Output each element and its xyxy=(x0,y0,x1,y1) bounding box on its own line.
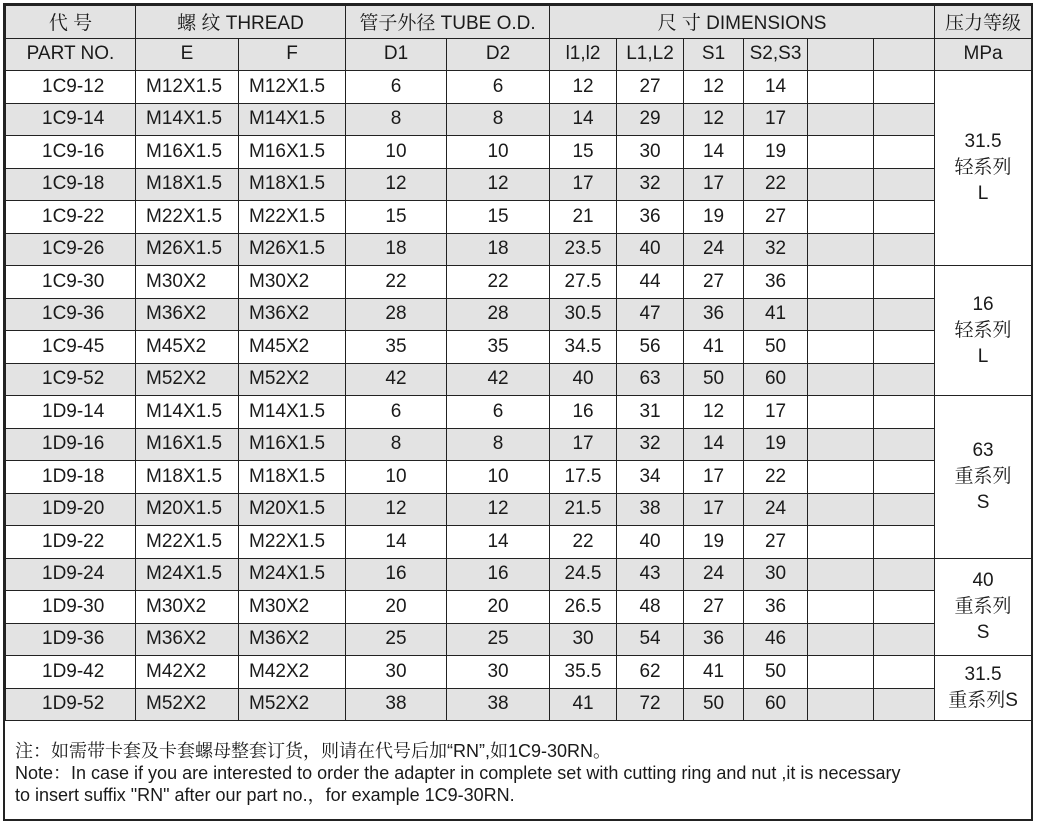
cell-s2s3: 36 xyxy=(744,591,808,624)
cell-code: 1D9-16 xyxy=(6,428,136,461)
cell-l1l2: 27.5 xyxy=(550,266,617,299)
cell-d1: 18 xyxy=(346,233,447,266)
cell-d1: 8 xyxy=(346,103,447,136)
cell-f: M45X2 xyxy=(239,331,346,364)
cell-e: M14X1.5 xyxy=(136,103,239,136)
cell-s1: 41 xyxy=(684,331,744,364)
cell-l1l2: 41 xyxy=(550,688,617,721)
cell-d2: 18 xyxy=(447,233,550,266)
cell-code: 1D9-14 xyxy=(6,396,136,429)
cell-l1l2: 35.5 xyxy=(550,656,617,689)
pressure-value: 40 xyxy=(972,569,994,591)
cell-l1l2: 22 xyxy=(550,526,617,559)
cell-L1L2: 62 xyxy=(617,656,684,689)
header-row-1 xyxy=(6,6,1032,39)
cell-d2: 25 xyxy=(447,623,550,656)
pressure-value: 31.5 xyxy=(964,131,1002,152)
cell-L1L2: 34 xyxy=(617,461,684,494)
cell-d1: 28 xyxy=(346,298,447,331)
cell-blank xyxy=(874,591,935,624)
pressure-rating xyxy=(935,396,1032,559)
cell-blank xyxy=(808,331,874,364)
cell-e: M30X2 xyxy=(136,591,239,624)
cell-s1: 50 xyxy=(684,688,744,721)
cell-l1l2: 15 xyxy=(550,136,617,169)
cell-s2s3: 19 xyxy=(744,136,808,169)
cell-blank xyxy=(874,136,935,169)
cell-d1: 38 xyxy=(346,688,447,721)
cell-d2: 12 xyxy=(447,168,550,201)
cell-e: M26X1.5 xyxy=(136,233,239,266)
cell-L1L2: 40 xyxy=(617,233,684,266)
cell-blank xyxy=(874,298,935,331)
cell-s1: 12 xyxy=(684,396,744,429)
cell-code: 1D9-52 xyxy=(6,688,136,721)
cell-d2: 6 xyxy=(447,396,550,429)
header-thread: 螺 纹 THREAD xyxy=(136,6,346,39)
cell-blank xyxy=(808,103,874,136)
cell-s2s3: 24 xyxy=(744,493,808,526)
cell-blank xyxy=(874,461,935,494)
cell-code: 1C9-16 xyxy=(6,136,136,169)
pressure-series: 重系列S xyxy=(948,690,1018,711)
cell-l1l2: 34.5 xyxy=(550,331,617,364)
pressure-series: 轻系列 xyxy=(954,157,1012,178)
pressure-series: 轻系列 xyxy=(954,319,1012,341)
cell-L1L2: 27 xyxy=(617,71,684,104)
cell-blank xyxy=(874,558,935,591)
cell-blank xyxy=(808,298,874,331)
pressure-series: 重系列 xyxy=(954,595,1012,617)
table-row xyxy=(6,623,1032,656)
table-row xyxy=(6,136,1032,169)
cell-s2s3: 50 xyxy=(744,331,808,364)
pressure-type: L xyxy=(977,345,989,367)
cell-e: M18X1.5 xyxy=(136,461,239,494)
cell-L1L2: 43 xyxy=(617,558,684,591)
cell-f: M24X1.5 xyxy=(239,558,346,591)
cell-d1: 20 xyxy=(346,591,447,624)
cell-e: M24X1.5 xyxy=(136,558,239,591)
header-row-2 xyxy=(6,38,1032,71)
cell-blank xyxy=(808,688,874,721)
cell-f: M36X2 xyxy=(239,623,346,656)
cell-l1l2: 21.5 xyxy=(550,493,617,526)
cell-blank xyxy=(874,688,935,721)
cell-s1: 17 xyxy=(684,461,744,494)
cell-s2s3: 17 xyxy=(744,103,808,136)
cell-e: M52X2 xyxy=(136,688,239,721)
header-pressure: 压力等级 xyxy=(935,6,1032,39)
cell-code: 1C9-22 xyxy=(6,201,136,234)
cell-d1: 30 xyxy=(346,656,447,689)
cell-code: 1D9-30 xyxy=(6,591,136,624)
header-s1: S1 xyxy=(684,38,744,71)
cell-s1: 17 xyxy=(684,168,744,201)
table-row xyxy=(6,71,1032,104)
cell-e: M22X1.5 xyxy=(136,526,239,559)
cell-code: 1C9-26 xyxy=(6,233,136,266)
cell-blank xyxy=(808,461,874,494)
pressure-type: L xyxy=(977,183,989,204)
cell-blank xyxy=(874,493,935,526)
cell-f: M22X1.5 xyxy=(239,201,346,234)
cell-s1: 27 xyxy=(684,266,744,299)
cell-e: M36X2 xyxy=(136,623,239,656)
cell-s2s3: 32 xyxy=(744,233,808,266)
cell-blank xyxy=(808,201,874,234)
cell-s2s3: 27 xyxy=(744,526,808,559)
cell-d2: 30 xyxy=(447,656,550,689)
cell-s2s3: 41 xyxy=(744,298,808,331)
cell-blank xyxy=(808,363,874,396)
cell-d2: 28 xyxy=(447,298,550,331)
cell-blank xyxy=(874,71,935,104)
cell-e: M52X2 xyxy=(136,363,239,396)
cell-d2: 15 xyxy=(447,201,550,234)
cell-s2s3: 36 xyxy=(744,266,808,299)
cell-L1L2: 38 xyxy=(617,493,684,526)
pressure-type: S xyxy=(976,491,990,513)
table-row xyxy=(6,428,1032,461)
cell-s2s3: 50 xyxy=(744,656,808,689)
cell-blank xyxy=(808,428,874,461)
cell-s1: 14 xyxy=(684,428,744,461)
cell-l1l2: 30 xyxy=(550,623,617,656)
cell-e: M30X2 xyxy=(136,266,239,299)
cell-s2s3: 17 xyxy=(744,396,808,429)
cell-L1L2: 32 xyxy=(617,428,684,461)
cell-L1L2: 54 xyxy=(617,623,684,656)
header-l1l2: l1,l2 xyxy=(550,38,617,71)
cell-e: M16X1.5 xyxy=(136,428,239,461)
cell-blank xyxy=(808,493,874,526)
cell-s2s3: 27 xyxy=(744,201,808,234)
pressure-series: 重系列 xyxy=(954,465,1012,487)
cell-blank xyxy=(874,233,935,266)
cell-d2: 14 xyxy=(447,526,550,559)
cell-s1: 12 xyxy=(684,103,744,136)
note-english-line-1: Note：In case if you are interested to order the adapter in complete set with cutting ring and nut ,it is necessary xyxy=(15,763,901,783)
cell-blank xyxy=(874,428,935,461)
table-row xyxy=(6,103,1032,136)
cell-blank xyxy=(808,526,874,559)
cell-e: M16X1.5 xyxy=(136,136,239,169)
cell-L1L2: 48 xyxy=(617,591,684,624)
spec-sheet xyxy=(3,3,1033,821)
cell-e: M18X1.5 xyxy=(136,168,239,201)
cell-f: M18X1.5 xyxy=(239,461,346,494)
cell-f: M42X2 xyxy=(239,656,346,689)
cell-l1l2: 24.5 xyxy=(550,558,617,591)
cell-blank xyxy=(874,331,935,364)
cell-L1L2: 56 xyxy=(617,331,684,364)
pressure-type: S xyxy=(976,621,990,643)
cell-d2: 8 xyxy=(447,428,550,461)
cell-s1: 19 xyxy=(684,526,744,559)
cell-f: M16X1.5 xyxy=(239,136,346,169)
cell-blank xyxy=(874,363,935,396)
cell-l1l2: 30.5 xyxy=(550,298,617,331)
cell-f: M26X1.5 xyxy=(239,233,346,266)
cell-code: 1C9-45 xyxy=(6,331,136,364)
header-L1L2: L1,L2 xyxy=(617,38,684,71)
cell-blank xyxy=(874,396,935,429)
dimension-table xyxy=(5,5,1032,721)
note-chinese: 注：如需带卡套及卡套螺母整套订货，则请在代号后加“RN”,如1C9-30RN。 xyxy=(15,741,612,761)
cell-blank xyxy=(808,396,874,429)
table-row xyxy=(6,266,1032,299)
table-row xyxy=(6,298,1032,331)
cell-d2: 12 xyxy=(447,493,550,526)
cell-s1: 14 xyxy=(684,136,744,169)
cell-l1l2: 17.5 xyxy=(550,461,617,494)
cell-d2: 35 xyxy=(447,331,550,364)
cell-f: M16X1.5 xyxy=(239,428,346,461)
cell-blank xyxy=(874,623,935,656)
cell-s2s3: 14 xyxy=(744,71,808,104)
cell-d2: 10 xyxy=(447,136,550,169)
cell-e: M42X2 xyxy=(136,656,239,689)
header-blank-1 xyxy=(808,38,874,71)
table-row xyxy=(6,396,1032,429)
cell-s1: 41 xyxy=(684,656,744,689)
table-row xyxy=(6,461,1032,494)
cell-code: 1C9-36 xyxy=(6,298,136,331)
cell-d1: 16 xyxy=(346,558,447,591)
cell-blank xyxy=(808,71,874,104)
cell-s2s3: 30 xyxy=(744,558,808,591)
cell-f: M30X2 xyxy=(239,591,346,624)
cell-blank xyxy=(808,558,874,591)
cell-L1L2: 31 xyxy=(617,396,684,429)
table-row xyxy=(6,656,1032,689)
cell-f: M22X1.5 xyxy=(239,526,346,559)
cell-code: 1D9-18 xyxy=(6,461,136,494)
header-part-no: PART NO. xyxy=(6,38,136,71)
pressure-rating xyxy=(935,71,1032,266)
cell-d2: 10 xyxy=(447,461,550,494)
cell-d2: 16 xyxy=(447,558,550,591)
header-f: F xyxy=(239,38,346,71)
cell-s1: 36 xyxy=(684,623,744,656)
cell-d1: 15 xyxy=(346,201,447,234)
cell-d1: 22 xyxy=(346,266,447,299)
cell-blank xyxy=(874,656,935,689)
cell-l1l2: 12 xyxy=(550,71,617,104)
cell-f: M18X1.5 xyxy=(239,168,346,201)
cell-e: M22X1.5 xyxy=(136,201,239,234)
header-s2s3: S2,S3 xyxy=(744,38,808,71)
cell-L1L2: 40 xyxy=(617,526,684,559)
cell-d1: 35 xyxy=(346,331,447,364)
cell-l1l2: 40 xyxy=(550,363,617,396)
cell-blank xyxy=(874,266,935,299)
cell-blank xyxy=(874,526,935,559)
cell-d2: 42 xyxy=(447,363,550,396)
header-mpa: MPa xyxy=(935,38,1032,71)
pressure-rating xyxy=(935,656,1032,721)
cell-code: 1C9-14 xyxy=(6,103,136,136)
cell-L1L2: 32 xyxy=(617,168,684,201)
cell-d1: 14 xyxy=(346,526,447,559)
cell-L1L2: 47 xyxy=(617,298,684,331)
cell-blank xyxy=(808,656,874,689)
cell-s2s3: 22 xyxy=(744,461,808,494)
cell-blank xyxy=(808,266,874,299)
cell-blank xyxy=(808,623,874,656)
cell-s1: 12 xyxy=(684,71,744,104)
cell-f: M20X1.5 xyxy=(239,493,346,526)
cell-d2: 38 xyxy=(447,688,550,721)
pressure-value: 16 xyxy=(972,293,994,315)
cell-f: M30X2 xyxy=(239,266,346,299)
cell-l1l2: 26.5 xyxy=(550,591,617,624)
cell-f: M14X1.5 xyxy=(239,103,346,136)
table-row xyxy=(6,363,1032,396)
cell-l1l2: 17 xyxy=(550,168,617,201)
cell-d1: 8 xyxy=(346,428,447,461)
cell-e: M12X1.5 xyxy=(136,71,239,104)
table-row xyxy=(6,168,1032,201)
table-row xyxy=(6,233,1032,266)
cell-code: 1D9-20 xyxy=(6,493,136,526)
cell-s1: 36 xyxy=(684,298,744,331)
cell-L1L2: 30 xyxy=(617,136,684,169)
header-d1: D1 xyxy=(346,38,447,71)
cell-s2s3: 19 xyxy=(744,428,808,461)
cell-d1: 10 xyxy=(346,136,447,169)
cell-d2: 20 xyxy=(447,591,550,624)
cell-s2s3: 60 xyxy=(744,363,808,396)
cell-blank xyxy=(874,103,935,136)
cell-s2s3: 60 xyxy=(744,688,808,721)
header-code: 代 号 xyxy=(6,6,136,39)
cell-code: 1C9-30 xyxy=(6,266,136,299)
header-e: E xyxy=(136,38,239,71)
pressure-rating xyxy=(935,558,1032,656)
cell-d1: 6 xyxy=(346,396,447,429)
cell-l1l2: 17 xyxy=(550,428,617,461)
note-english-line-2: to insert suffix "RN" after our part no.，for example 1C9-30RN. xyxy=(15,785,515,805)
cell-s2s3: 22 xyxy=(744,168,808,201)
cell-f: M52X2 xyxy=(239,688,346,721)
table-row xyxy=(6,688,1032,721)
cell-s1: 27 xyxy=(684,591,744,624)
cell-blank xyxy=(808,136,874,169)
header-dimensions: 尺 寸 DIMENSIONS xyxy=(550,6,935,39)
cell-blank xyxy=(874,201,935,234)
cell-L1L2: 36 xyxy=(617,201,684,234)
cell-s1: 50 xyxy=(684,363,744,396)
header-d2: D2 xyxy=(447,38,550,71)
cell-s1: 19 xyxy=(684,201,744,234)
cell-s1: 17 xyxy=(684,493,744,526)
cell-L1L2: 63 xyxy=(617,363,684,396)
cell-l1l2: 23.5 xyxy=(550,233,617,266)
cell-f: M12X1.5 xyxy=(239,71,346,104)
cell-code: 1C9-18 xyxy=(6,168,136,201)
cell-e: M45X2 xyxy=(136,331,239,364)
cell-blank xyxy=(808,168,874,201)
cell-l1l2: 21 xyxy=(550,201,617,234)
cell-blank xyxy=(874,168,935,201)
cell-code: 1D9-22 xyxy=(6,526,136,559)
table-row xyxy=(6,526,1032,559)
cell-code: 1D9-42 xyxy=(6,656,136,689)
header-blank-2 xyxy=(874,38,935,71)
cell-s1: 24 xyxy=(684,233,744,266)
table-row xyxy=(6,201,1032,234)
cell-f: M36X2 xyxy=(239,298,346,331)
cell-l1l2: 16 xyxy=(550,396,617,429)
header-tube-od: 管子外径 TUBE O.D. xyxy=(346,6,550,39)
cell-d1: 10 xyxy=(346,461,447,494)
cell-code: 1C9-52 xyxy=(6,363,136,396)
cell-e: M36X2 xyxy=(136,298,239,331)
cell-code: 1D9-36 xyxy=(6,623,136,656)
cell-L1L2: 44 xyxy=(617,266,684,299)
pressure-value: 31.5 xyxy=(964,664,1002,685)
cell-e: M20X1.5 xyxy=(136,493,239,526)
cell-L1L2: 29 xyxy=(617,103,684,136)
cell-d1: 25 xyxy=(346,623,447,656)
table-row xyxy=(6,558,1032,591)
cell-d1: 42 xyxy=(346,363,447,396)
table-row xyxy=(6,331,1032,364)
cell-d2: 22 xyxy=(447,266,550,299)
cell-blank xyxy=(808,591,874,624)
cell-blank xyxy=(808,233,874,266)
cell-e: M14X1.5 xyxy=(136,396,239,429)
table-row xyxy=(6,591,1032,624)
pressure-rating xyxy=(935,266,1032,396)
cell-L1L2: 72 xyxy=(617,688,684,721)
cell-s2s3: 46 xyxy=(744,623,808,656)
cell-s1: 24 xyxy=(684,558,744,591)
cell-code: 1D9-24 xyxy=(6,558,136,591)
cell-d2: 6 xyxy=(447,71,550,104)
cell-d1: 12 xyxy=(346,493,447,526)
cell-code: 1C9-12 xyxy=(6,71,136,104)
cell-d1: 6 xyxy=(346,71,447,104)
cell-d2: 8 xyxy=(447,103,550,136)
cell-f: M14X1.5 xyxy=(239,396,346,429)
cell-f: M52X2 xyxy=(239,363,346,396)
cell-d1: 12 xyxy=(346,168,447,201)
pressure-value: 63 xyxy=(972,439,994,461)
order-note xyxy=(15,740,1025,806)
cell-l1l2: 14 xyxy=(550,103,617,136)
table-row xyxy=(6,493,1032,526)
